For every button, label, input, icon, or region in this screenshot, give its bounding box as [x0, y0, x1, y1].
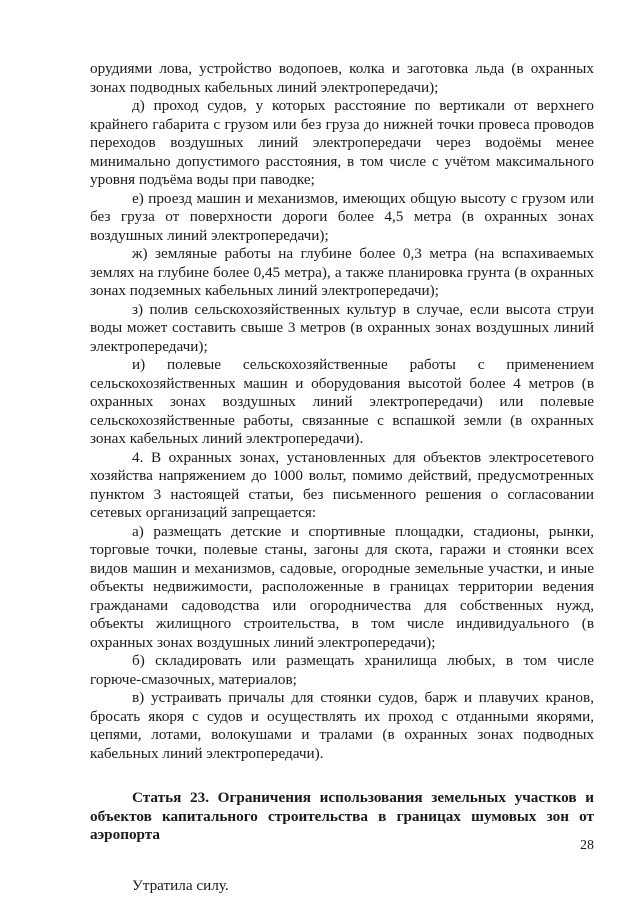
paragraph-item-d: д) проход судов, у которых расстояние по вертикали от верхнего крайнего габарита с грузом или без груза до нижней точки провеса проводов переходов воздушных линий электропередачи через водоёмы менее минимально допустимого расстояния, в том числе с учётом максимального уровня подъёма воды при паводке; [90, 97, 594, 188]
article-heading: Статья 23. Ограничения использования земельных участков и объектов капитального строительства в границах шумовых зон от аэропорта [90, 789, 594, 843]
paragraph-item-zh: ж) земляные работы на глубине более 0,3 метра (на вспахиваемых землях на глубине более 0,45 метра), а также планировка грунта (в охранных зонах подземных кабельных линий электропередачи); [90, 245, 594, 299]
paragraph-section-4: 4. В охранных зонах, установленных для объектов электросетевого хозяйства напряжением до 1000 вольт, помимо действий, предусмотренных пунктом 3 настоящей статьи, без письменного решения о согласовании сетевых организаций запрещается: [90, 448, 594, 521]
paragraph-item-a: а) размещать детские и спортивные площадки, стадионы, рынки, торговые точки, полевые станы, загоны для скота, гаражи и стоянки всех видов машин и механизмов, садовые, огородные земельные участки, и иные объекты недвижимости, расположенные в границах территории ведения гражданами садоводства или огородничества для собственных нужд, объекты жилищного строительства, в том числе индивидуального (в охранных зонах воздушных линий электропередачи); [90, 522, 594, 651]
paragraph-continuation: орудиями лова, устройство водопоев, колка и заготовка льда (в охранных зонах подводных кабельных линий электропередачи); [90, 60, 594, 96]
paragraph-item-i: и) полевые сельскохозяйственные работы с применением сельскохозяйственных машин и оборудования высотой более 4 метров (в охранных зонах воздушных линий электропередачи) или полевые сельскохозяйственные работы, связанные с вспашкой земли (в охранных зонах кабельных линий электропередачи). [90, 356, 594, 447]
paragraph-item-b: б) складировать или размещать хранилища любых, в том числе горюче-смазочных, материалов; [90, 652, 594, 688]
paragraph-item-v: в) устраивать причалы для стоянки судов, барж и плавучих кранов, бросать якоря с судов и осуществлять их проход с отданными якорями, цепями, лотами, волокушами и тралами (в охранных зонах подводных кабельных линий электропередачи). [90, 689, 594, 762]
article-status: Утратила силу. [132, 876, 229, 894]
page-number: 28 [580, 838, 594, 853]
paragraph-item-e: е) проезд машин и механизмов, имеющих общую высоту с грузом или без груза от поверхности дороги более 4,5 метра (в охранных зонах воздушных линий электропередачи); [90, 189, 594, 244]
paragraph-item-z: з) полив сельскохозяйственных культур в случае, если высота струи воды может составить свыше 3 метров (в охранных зонах воздушных линий электропередачи); [90, 300, 594, 355]
